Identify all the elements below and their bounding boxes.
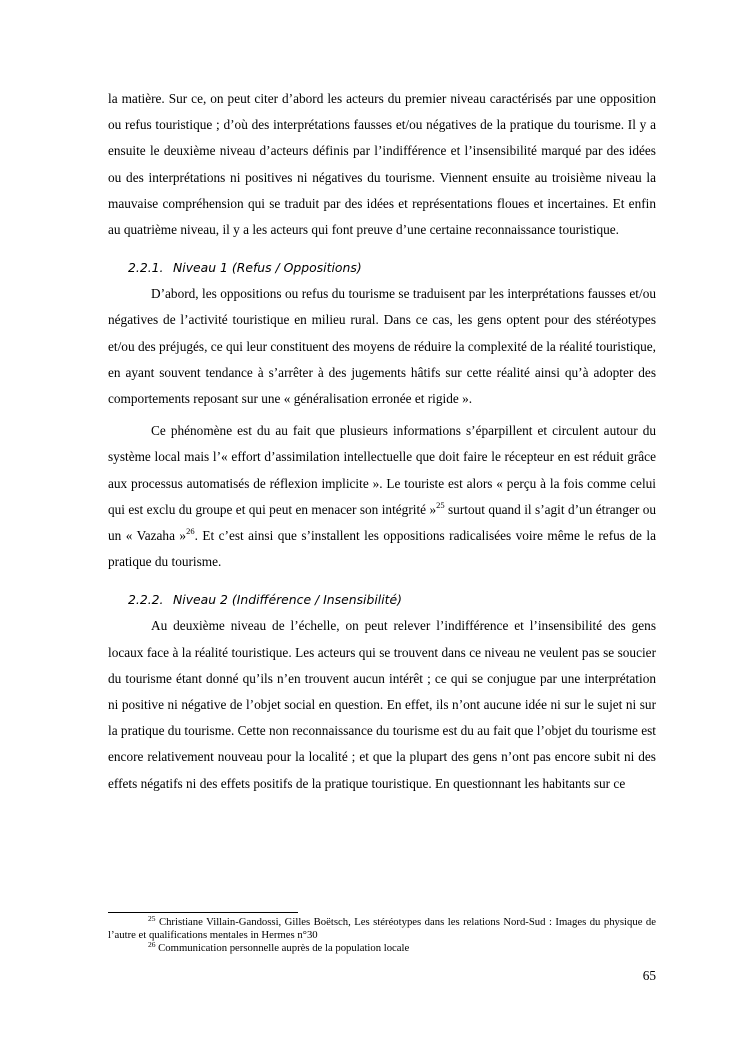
section-title: Niveau 2 (Indifférence / Insensibilité): [173, 592, 402, 608]
footnote-separator: [108, 912, 298, 913]
body-text: [108, 86, 656, 797]
section-heading-2-2-1: [128, 255, 656, 281]
page-number: 65: [642, 968, 656, 983]
footnote-ref-25: 25: [436, 499, 445, 510]
paragraph-2: D’abord, les oppositions ou refus du tourisme se traduisent par les interprétations fausses et/ou négatives de l’activité touristique en milieu rural. Dans ce cas, les gens optent pour des stéréotypes et/ou des préjugés, ce qui leur constituent des moyens de réduire la complexité de la réalité touristique, en ayant souvent tendance à s’arrêter à des jugements hâtifs sur cette réalité ainsi qu’à adopter des comportements reposant sur une « généralisation erronée et rigide ».: [108, 286, 656, 407]
paragraph-3-part-2: surtout quand il s’agit d’un étranger ou un « Vazaha »: [108, 501, 656, 544]
footnote-number: 26: [148, 940, 156, 949]
footnote-25: [108, 916, 656, 942]
footnote-number: 25: [148, 914, 156, 923]
footnote-ref-26: 26: [186, 526, 195, 537]
footnote-text: Christiane Villain-Gandossi, Gilles Boëtsch, Les stéréotypes dans les relations Nord-Sud : Images du physique de l’autre et qualifications mentales in Hermes n°30: [108, 916, 656, 941]
section-number: 2.2.2.: [128, 592, 164, 608]
paragraph-3-part-3: . Et c’est ainsi que s’installent les oppositions radicalisées voire même le refus de la pratique du tourisme.: [108, 528, 657, 570]
paragraph-3: [108, 418, 656, 575]
footnote-text: Communication personnelle auprès de la population locale: [155, 942, 410, 954]
paragraph-3-part-1: Ce phénomène est du au fait que plusieurs informations s’éparpillent et circulent autour du système local mais l’« effort d’assimilation intellectuelle que doit faire le récepteur en est réduit grâce aux processus automatisés de réflexion implicite ». Le touriste est alors « perçu à la fois comme celui qui est exclu du groupe et qui peut en menacer son intégrité »: [108, 423, 656, 517]
section-title: Niveau 1 (Refus / Oppositions): [173, 260, 362, 276]
section-heading-2-2-2: [128, 587, 656, 613]
footnote-26: [108, 942, 656, 955]
footnotes: [108, 916, 656, 955]
paragraph-4: Au deuxième niveau de l’échelle, on peut relever l’indifférence et l’insensibilité des gens locaux face à la réalité touristique. Les acteurs qui se trouvent dans ce niveau ne veulent pas se soucier du tourisme étant donné qu’ils n’en trouvent aucun intérêt ; ce qui se conjugue par une interprétation ni positive ni négative de l’objet social en question. En effet, ils n’ont aucune idée ni sur le sujet ni sur la pratique du tourisme. Cette non reconnaissance du tourisme est du au fait que l’objet du tourisme est encore relativement nouveau pour la localité ; et que la plupart des gens n’ont pas encore subit ni des effets négatifs ni des effets positifs de la pratique touristique. En questionnant les habitants sur ce: [108, 618, 656, 791]
paragraph-1: la matière. Sur ce, on peut citer d’abord les acteurs du premier niveau caractérisés par une opposition ou refus touristique ; d’où des interprétations fausses et/ou négatives de la pratique du tourisme. Il y a ensuite le deuxième niveau d’acteurs définis par l’indifférence et l’insensibilité marqué par des idées ou des interprétations ni positives ni négatives du tourisme. Viennent ensuite au troisième niveau la mauvaise compréhension qui se traduit par des idées et représentations floues et incertaines. Et enfin au quatrième niveau, il y a les acteurs qui font preuve d’une certaine reconnaissance touristique.: [108, 91, 656, 238]
section-number: 2.2.1.: [128, 260, 164, 276]
